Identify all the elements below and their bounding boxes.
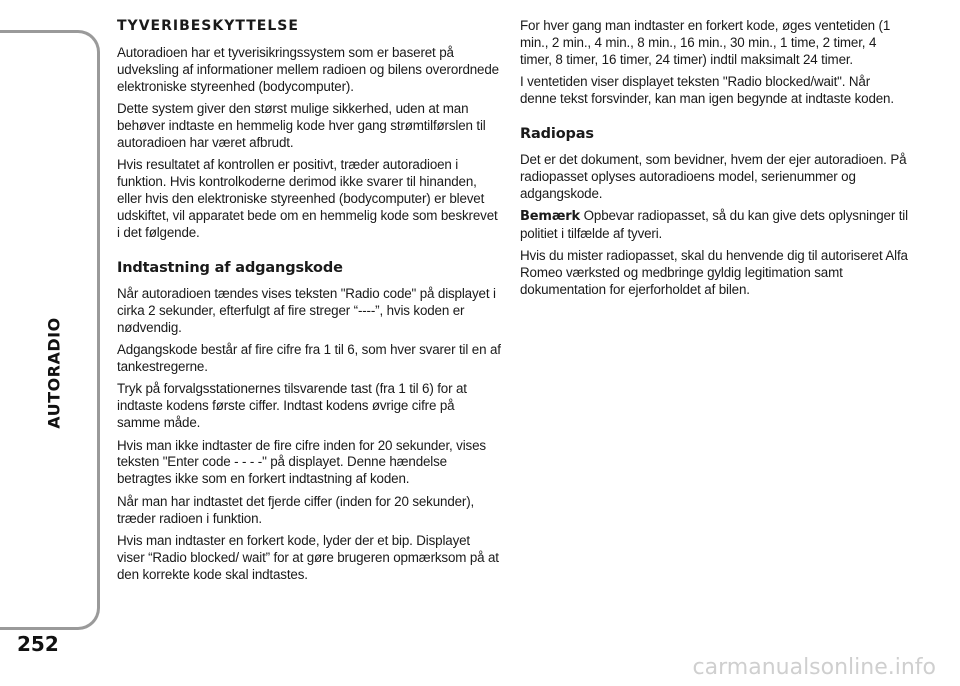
left-column xyxy=(117,18,501,589)
chapter-label: AUTORADIO xyxy=(44,317,64,429)
subheading-code-entry: Indtastning af adgangskode xyxy=(117,259,343,276)
paragraph: Når autoradioen tændes vises teksten "Radio code" på displayet i cirka 2 sekunder, efterfulgt af fire streger “----”, hvis koden er nødvendig. xyxy=(117,285,496,335)
paragraph: Tryk på forvalgsstationernes tilsvarende tast (fra 1 til 6) for at indtaste kodens første ciffer. Indtast kodens øvrige cifre på samme måde. xyxy=(117,381,467,431)
paragraph: Hvis man ikke indtaster de fire cifre inden for 20 sekunder, vises teksten "Enter code - - - -" på displayet. Denne hændelse betragtes ikke som en forkert indtastning af koden. xyxy=(117,437,486,487)
section-title: TYVERIBESKYTTELSE xyxy=(117,18,299,34)
note-label: Bemærk xyxy=(520,209,581,225)
paragraph: Adgangskode består af fire cifre fra 1 til 6, som hver svarer til en af tankestregerne. xyxy=(117,342,501,374)
paragraph: Det er det dokument, som bevidner, hvem der ejer autoradioen. På radiopasset oplyses autoradioens model, serienummer og adgangskode. xyxy=(520,151,907,201)
paragraph: I ventetiden viser displayet teksten "Radio blocked/wait". Når denne tekst forsvinder, kan man igen begynde at indtaste koden. xyxy=(520,74,894,107)
note-text: Opbevar radiopasset, så du kan give dets oplysninger til politiet i tilfælde af tyveri. xyxy=(520,208,908,242)
paragraph: Autoradioen har et tyverisikringssystem som er baseret på udveksling af informationer mellem radioen og bilens overordnede elektroniske styreenhed (bodycomputer). xyxy=(117,44,499,94)
right-column xyxy=(520,18,910,305)
paragraph: Når man har indtastet det fjerde ciffer (inden for 20 sekunder), træder radioen i funktion. xyxy=(117,493,475,526)
paragraph: Dette system giver den størst mulige sikkerhed, uden at man behøver indtaste en hemmelig kode hver gang strømtilførslen til autoradioen har været afbrudt. xyxy=(117,101,486,150)
paragraph: Hvis resultatet af kontrollen er positivt, træder autoradioen i funktion. Hvis kontrolkoderne derimod ikke svarer til hinanden, eller hvis den elektroniske styreenhed (bodycomputer) er blevet udskiftet, vil apparatet bede om en hemmelig kode som beskrevet i det følgende. xyxy=(117,157,498,240)
note-paragraph xyxy=(520,208,910,243)
page-number: 252 xyxy=(17,632,59,656)
paragraph: Hvis du mister radiopasset, skal du henvende dig til autoriseret Alfa Romeo værksted og medbringe gyldig legitimation samt dokumentation for ejerforholdet af bilen. xyxy=(520,248,908,298)
paragraph: For hver gang man indtaster en forkert kode, øges ventetiden (1 min., 2 min., 4 min., 8 min., 16 min., 30 min., 1 time, 2 timer, 4 timer, 8 timer, 16 timer, 24 timer) indtil maksimalt 24 timer. xyxy=(520,18,891,67)
paragraph: Hvis man indtaster en forkert kode, lyder der et bip. Displayet viser “Radio blocked/ wait” for at gøre brugeren opmærksom på at den korrekte kode skal indtastes. xyxy=(117,533,499,582)
watermark[interactable]: carmanualsonline.info xyxy=(692,655,936,680)
subheading-radiopas: Radiopas xyxy=(520,126,594,143)
